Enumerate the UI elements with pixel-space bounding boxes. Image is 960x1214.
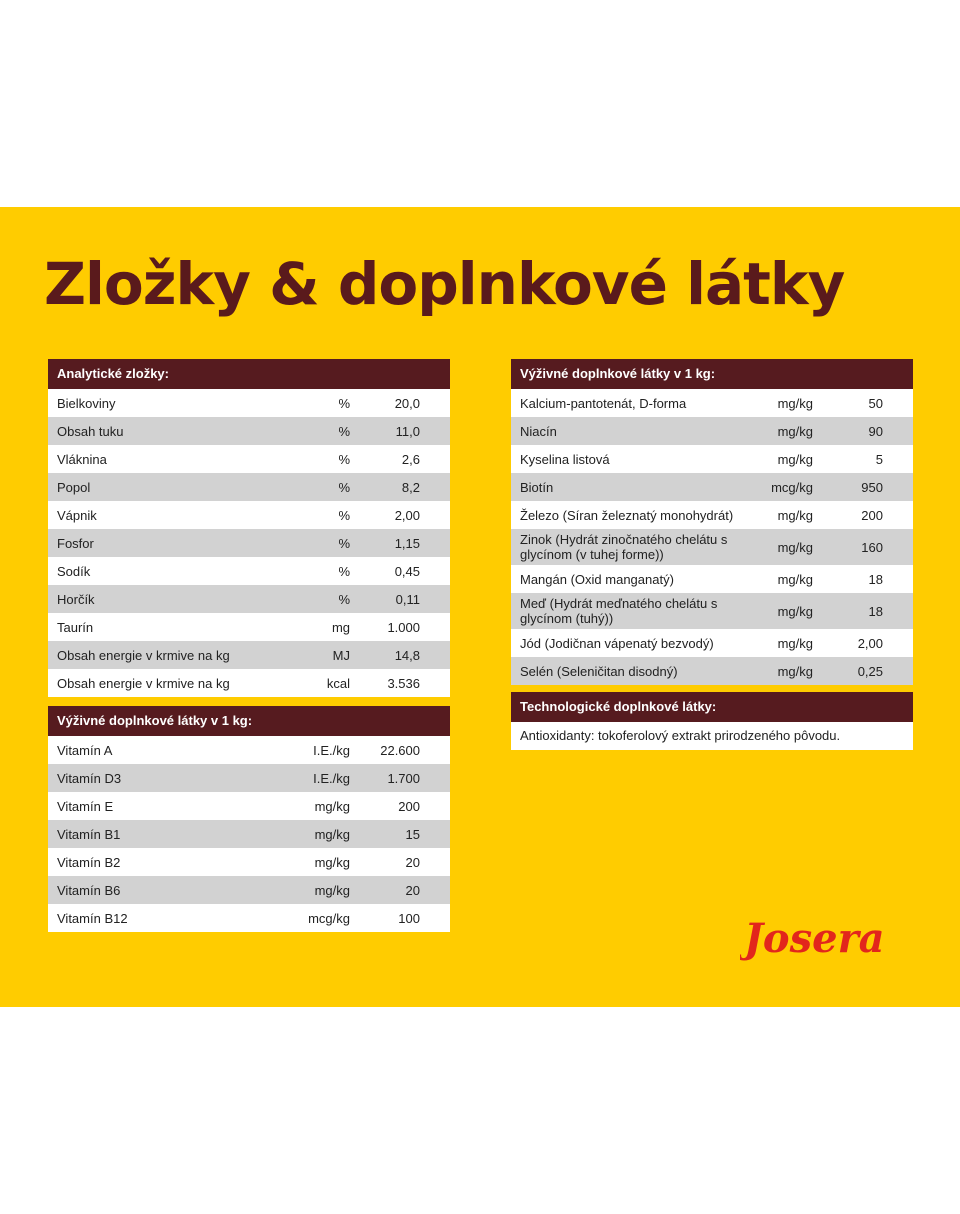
row-value: 2,00 <box>394 507 420 523</box>
supplements-row <box>511 417 913 445</box>
row-name: Vitamín B1 <box>57 826 121 842</box>
row-value: 22.600 <box>380 742 420 758</box>
row-value: 200 <box>398 798 420 814</box>
josera-logo-mark <box>740 912 916 962</box>
vitamins-row <box>48 736 450 764</box>
row-unit: % <box>338 535 350 551</box>
tech-table-header: Technologické doplnkové látky: <box>511 692 913 722</box>
row-name: Selén (Seleničitan disodný) <box>520 663 678 679</box>
row-value: 11,0 <box>395 423 420 439</box>
row-name: Vitamín D3 <box>57 770 122 786</box>
row-name: Vitamín B6 <box>57 882 121 898</box>
row-name: Zinok (Hydrát zinočnatého chelátu s glycínom (v tuhej forme)) <box>520 532 728 562</box>
row-name: Bielkoviny <box>57 395 116 411</box>
row-name: Fosfor <box>57 535 94 551</box>
row-value: 1.000 <box>387 619 420 635</box>
vitamins-row <box>48 792 450 820</box>
row-value: 8,2 <box>401 479 420 495</box>
supplements-row <box>511 389 913 417</box>
row-name: Obsah energie v krmive na kg <box>57 675 230 691</box>
analytic-table-body <box>48 389 450 697</box>
row-unit: mg/kg <box>314 882 350 898</box>
tech-table-text: Antioxidanty: tokoferolový extrakt prirodzeného pôvodu. <box>511 722 913 750</box>
analytic-row <box>48 613 450 641</box>
supplements-row <box>511 445 913 473</box>
row-unit: mg/kg <box>777 395 813 411</box>
row-value: 18 <box>868 603 883 619</box>
supplements-table-body <box>511 389 913 685</box>
analytic-row <box>48 501 450 529</box>
row-value: 100 <box>398 910 420 926</box>
row-name: Horčík <box>57 591 95 607</box>
analytic-row <box>48 417 450 445</box>
vitamins-table <box>48 706 450 932</box>
analytic-table-header: Analytické zložky: <box>48 359 450 389</box>
row-name: Vitamín E <box>57 798 114 814</box>
row-value: 0,45 <box>394 563 420 579</box>
row-value: 950 <box>861 479 883 495</box>
row-value: 200 <box>861 507 883 523</box>
analytic-table <box>48 359 450 697</box>
row-unit: % <box>338 395 350 411</box>
analytic-row <box>48 389 450 417</box>
row-unit: mg/kg <box>777 603 813 619</box>
row-unit: kcal <box>326 675 350 691</box>
row-value: 0,25 <box>857 663 883 679</box>
page-title: Zložky & doplnkové látky <box>44 250 845 318</box>
analytic-row <box>48 585 450 613</box>
row-unit: % <box>338 451 350 467</box>
row-unit: I.E./kg <box>313 770 350 786</box>
row-value: 0,11 <box>395 591 420 607</box>
row-unit: % <box>338 591 350 607</box>
row-unit: mg/kg <box>777 423 813 439</box>
row-unit: mg/kg <box>777 451 813 467</box>
tech-table <box>511 692 913 750</box>
analytic-row <box>48 641 450 669</box>
row-name: Sodík <box>57 563 91 579</box>
row-unit: mg/kg <box>314 826 350 842</box>
row-unit: % <box>338 479 350 495</box>
row-name: Obsah tuku <box>57 423 124 439</box>
row-name: Vápnik <box>57 507 97 523</box>
row-value: 1.700 <box>387 770 420 786</box>
row-value: 20,0 <box>394 395 420 411</box>
row-name: Jód (Jodičnan vápenatý bezvodý) <box>520 635 714 651</box>
row-unit: mg/kg <box>777 635 813 651</box>
row-unit: % <box>338 423 350 439</box>
row-unit: % <box>338 507 350 523</box>
supplements-table-header: Výživné doplnkové látky v 1 kg: <box>511 359 913 389</box>
row-name: Kalcium-pantotenát, D-forma <box>520 395 687 411</box>
row-name: Vitamín B12 <box>57 910 128 926</box>
row-name: Obsah energie v krmive na kg <box>57 647 230 663</box>
analytic-row <box>48 529 450 557</box>
vitamins-table-body <box>48 736 450 932</box>
supplements-row <box>511 657 913 685</box>
row-name: Kyselina listová <box>520 451 610 467</box>
row-unit: MJ <box>332 647 350 663</box>
vitamins-row <box>48 848 450 876</box>
logo-text: Josera <box>744 915 885 962</box>
analytic-row <box>48 473 450 501</box>
row-name: Niacín <box>520 423 557 439</box>
row-value: 5 <box>875 451 883 467</box>
row-name: Popol <box>57 479 91 495</box>
row-value: 20 <box>405 882 420 898</box>
row-value: 14,8 <box>394 647 420 663</box>
vitamins-row <box>48 904 450 932</box>
row-value: 3.536 <box>387 675 420 691</box>
row-unit: mcg/kg <box>308 910 350 926</box>
row-name: Vitamín B2 <box>57 854 121 870</box>
row-unit: mg <box>331 619 350 635</box>
row-value: 18 <box>868 571 883 587</box>
row-value: 160 <box>861 539 883 555</box>
row-unit: mg/kg <box>777 571 813 587</box>
row-name: Vitamín A <box>57 742 113 758</box>
row-name: Vláknina <box>57 451 107 467</box>
row-value: 2,6 <box>401 451 420 467</box>
analytic-row <box>48 557 450 585</box>
row-unit: mg/kg <box>777 663 813 679</box>
row-unit: mcg/kg <box>771 479 813 495</box>
supplements-row <box>511 593 913 629</box>
row-value: 15 <box>405 826 420 842</box>
row-unit: mg/kg <box>314 854 350 870</box>
row-name: Meď (Hydrát meďnatého chelátu s glycínom (tuhý)) <box>520 596 718 626</box>
row-unit: mg/kg <box>777 507 813 523</box>
supplements-row <box>511 529 913 565</box>
row-value: 20 <box>405 854 420 870</box>
vitamins-row <box>48 764 450 792</box>
supplements-row <box>511 565 913 593</box>
row-unit: mg/kg <box>777 539 813 555</box>
supplements-row <box>511 629 913 657</box>
josera-logo <box>740 912 916 967</box>
row-value: 2,00 <box>857 635 883 651</box>
row-unit: mg/kg <box>314 798 350 814</box>
row-name: Mangán (Oxid manganatý) <box>520 571 674 587</box>
supplements-table <box>511 359 913 685</box>
row-unit: % <box>338 563 350 579</box>
vitamins-row <box>48 820 450 848</box>
analytic-row <box>48 445 450 473</box>
vitamins-table-header: Výživné doplnkové látky v 1 kg: <box>48 706 450 736</box>
row-name: Železo (Síran železnatý monohydrát) <box>520 507 734 523</box>
row-name: Biotín <box>520 479 554 495</box>
row-value: 50 <box>868 395 883 411</box>
supplements-row <box>511 501 913 529</box>
row-value: 1,15 <box>394 535 420 551</box>
supplements-row <box>511 473 913 501</box>
row-name: Taurín <box>57 619 94 635</box>
vitamins-row <box>48 876 450 904</box>
row-unit: I.E./kg <box>313 742 350 758</box>
row-value: 90 <box>868 423 883 439</box>
analytic-row <box>48 669 450 697</box>
